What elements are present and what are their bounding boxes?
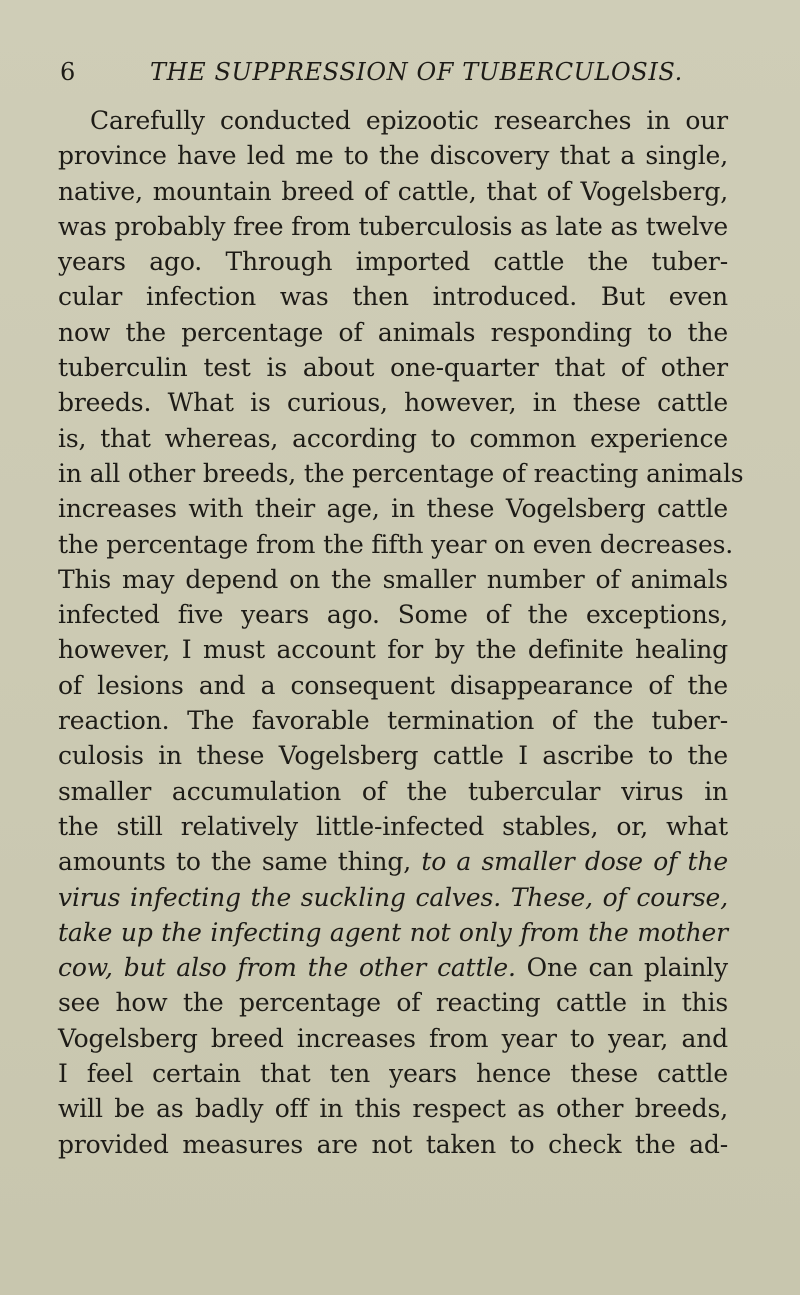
text-line [58, 279, 728, 314]
text-segment: Vogelsberg breed increases from year to year, and [58, 1023, 728, 1053]
italic-text-segment: take up the infecting agent not only from the mother [58, 917, 728, 947]
text-segment: see how the percentage of reacting cattle in this [58, 988, 728, 1018]
text-line [58, 1056, 728, 1091]
italic-text-segment: virus infecting the suckling calves. These, of course, [58, 882, 728, 912]
text-segment: the still relatively little-infected stables, or, what [58, 811, 728, 841]
text-line [58, 1091, 728, 1126]
text-segment: infected five years ago. Some of the exceptions, [58, 600, 728, 630]
text-segment: I feel certain that ten years hence these cattle [58, 1059, 728, 1089]
running-header [60, 54, 740, 90]
text-line [58, 738, 728, 773]
text-line [58, 174, 728, 209]
text-segment: however, I must account for by the definite healing [58, 635, 728, 665]
text-segment: cular infection was then introduced. But even [58, 282, 728, 312]
text-line [58, 350, 728, 385]
text-line [58, 844, 728, 879]
text-line [58, 597, 728, 632]
text-segment: smaller accumulation of the tubercular virus in [58, 776, 728, 806]
text-segment: in all other breeds, the percentage of reacting animals [58, 458, 744, 488]
text-line [58, 527, 734, 562]
text-segment: breeds. What is curious, however, in these cattle [58, 388, 728, 418]
text-line [58, 950, 728, 985]
text-segment: now the percentage of animals responding to the [58, 317, 728, 347]
text-segment: This may depend on the smaller number of animals [58, 564, 728, 594]
page-number: 6 [60, 58, 76, 86]
text-line [58, 1127, 728, 1162]
text-line [58, 491, 728, 526]
text-line [58, 703, 728, 738]
text-line [58, 774, 728, 809]
text-segment: Carefully conducted epizootic researches in our [90, 106, 728, 135]
text-segment: province have led me to the discovery that a single, [58, 141, 728, 171]
text-segment: One can plainly [515, 953, 728, 983]
text-line [58, 421, 728, 456]
text-segment: is, that whereas, according to common experience [58, 423, 728, 453]
text-line [58, 209, 728, 244]
text-segment: increases with their age, in these Vogelsberg cattle [58, 494, 728, 524]
text-line [58, 985, 728, 1020]
text-line [58, 244, 728, 279]
text-line [58, 809, 728, 844]
text-segment: culosis in these Vogelsberg cattle I ascribe to the [58, 741, 728, 771]
text-segment: provided measures are not taken to check the ad- [58, 1129, 728, 1159]
text-line [58, 138, 728, 173]
text-line [58, 1021, 728, 1056]
text-line [58, 562, 728, 597]
text-segment: amounts to the same thing, [58, 847, 422, 877]
text-segment: years ago. Through imported cattle the tuber- [58, 247, 728, 277]
text-segment: the percentage from the fifth year on even decreases. [58, 529, 734, 559]
body-paragraph [58, 103, 744, 1162]
text-line [58, 632, 728, 667]
text-line [58, 880, 728, 915]
text-line [58, 668, 728, 703]
text-segment: tuberculin test is about one-quarter that of other [58, 353, 728, 383]
text-line [58, 315, 728, 350]
text-line [58, 915, 728, 950]
text-segment: of lesions and a consequent disappearance of the [58, 670, 728, 700]
italic-text-segment: to a smaller dose of the [421, 847, 728, 877]
text-line [58, 456, 744, 491]
text-line [58, 103, 728, 138]
text-segment: native, mountain breed of cattle, that of Vogelsberg, [58, 176, 728, 206]
text-line [58, 385, 728, 420]
running-title: THE SUPPRESSION OF TUBERCULOSIS. [150, 58, 683, 86]
text-segment: was probably free from tuberculosis as late as twelve [58, 211, 728, 241]
text-segment: reaction. The favorable termination of the tuber- [58, 706, 728, 736]
italic-text-segment: cow, but also from the other cattle. [58, 953, 516, 983]
text-segment: will be as badly off in this respect as other breeds, [58, 1094, 728, 1124]
